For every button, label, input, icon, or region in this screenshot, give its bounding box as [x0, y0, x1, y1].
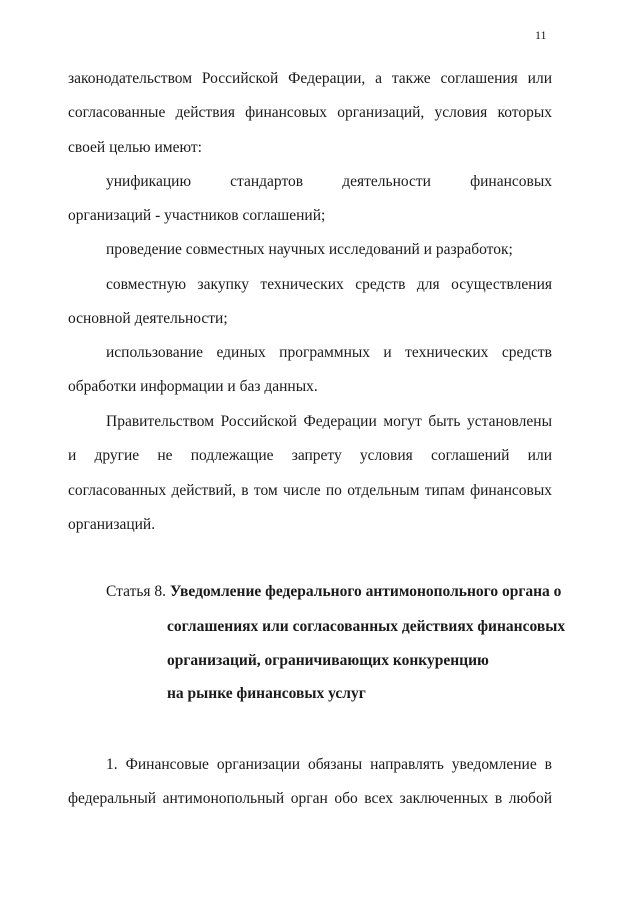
paragraph-procurement [68, 268, 552, 337]
text-line: проведение совместных научных исследований и разработок; [106, 241, 513, 258]
paragraph-government [68, 405, 552, 542]
text-line: использование единых программных и технических средств [106, 344, 552, 361]
text-line: основной деятельности; [68, 310, 228, 328]
text-line: Правительством Российской Федерации могут быть установлены [106, 413, 552, 430]
text-line: обработки информации и баз данных. [68, 378, 318, 396]
text-line: организаций. [68, 515, 156, 533]
paragraph-unification [68, 165, 552, 234]
article-title-line: Уведомление федерального антимонопольного органа о [169, 583, 562, 600]
article-heading [106, 575, 561, 609]
paragraph-intro [68, 62, 552, 165]
article-title-continued [167, 677, 366, 711]
text-line: и другие не подлежащие запрету условия соглашений или [68, 447, 552, 465]
text-line: федеральный антимонопольный орган обо всех заключенных в любой [68, 790, 552, 808]
text-line: организаций - участников соглашений; [68, 207, 326, 225]
text-line: согласованных действий, в том числе по отдельным типам финансовых [68, 481, 552, 499]
article-title-line: организаций, ограничивающих конкуренцию [167, 652, 489, 669]
article-title-continued [167, 644, 489, 678]
text-line: своей целью имеют: [68, 138, 202, 156]
text-line: унификацию стандартов деятельности финансовых [106, 173, 552, 190]
text-line: законодательством Российской Федерации, а также соглашения или [68, 70, 552, 87]
page-number: 11 [535, 28, 547, 42]
article-paragraph-1 [68, 748, 552, 817]
article-title-continued [167, 610, 565, 644]
article-title-line: на рынке финансовых услуг [167, 685, 366, 702]
article-label: Статья 8. [106, 583, 167, 600]
article-title-line: соглашениях или согласованных действиях финансовых [167, 618, 566, 635]
paragraph-research [68, 233, 552, 267]
text-line: совместную закупку технических средств для осуществления [106, 276, 552, 293]
text-line: 1. Финансовые организации обязаны направлять уведомление в [106, 756, 552, 773]
text-line: согласованные действия финансовых организаций, условия которых [68, 104, 552, 122]
paragraph-software [68, 336, 552, 405]
